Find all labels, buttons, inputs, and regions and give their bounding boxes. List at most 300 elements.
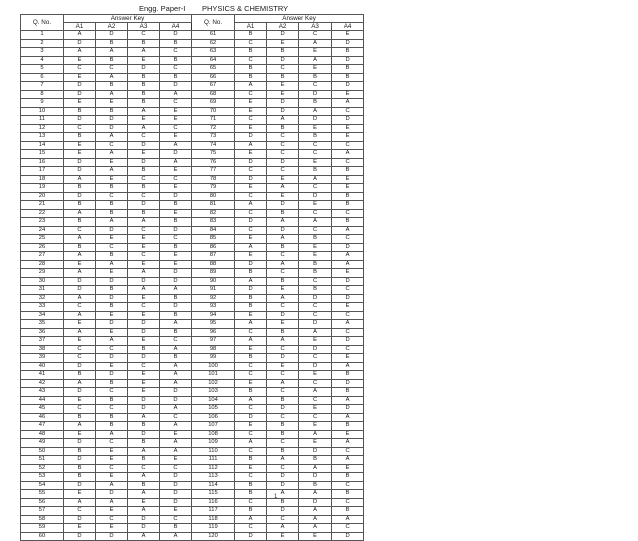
question-number: 74 — [192, 141, 235, 150]
answer-a4: B — [332, 201, 364, 210]
answer-a2: B — [96, 303, 128, 312]
answer-a1: B — [235, 48, 267, 57]
set-label-a4: A4 — [160, 23, 192, 31]
answer-a2: A — [267, 184, 299, 193]
question-number: 22 — [21, 209, 64, 218]
answer-a4: B — [332, 65, 364, 74]
answer-a1: C — [64, 405, 96, 414]
answer-a3: E — [128, 371, 160, 380]
answer-a3: D — [128, 354, 160, 363]
answer-a3: E — [299, 337, 332, 346]
answer-a4: E — [332, 354, 364, 363]
answer-a1: E — [64, 73, 96, 82]
table-row — [21, 226, 364, 235]
answer-a1: A — [235, 320, 267, 329]
answer-a4: A — [160, 422, 192, 431]
table-row — [21, 439, 364, 448]
answer-a1: E — [64, 490, 96, 499]
answer-a2: A — [96, 73, 128, 82]
answer-a4: C — [332, 328, 364, 337]
table-row — [21, 405, 364, 414]
answer-a2: B — [96, 396, 128, 405]
answer-a2: E — [96, 456, 128, 465]
answer-a4: C — [160, 337, 192, 346]
answer-a1: C — [235, 524, 267, 533]
answer-a3: C — [128, 133, 160, 142]
question-number: 44 — [21, 396, 64, 405]
answer-a2: B — [267, 243, 299, 252]
answer-a2: E — [96, 175, 128, 184]
answer-a2: D — [267, 481, 299, 490]
answer-a3: C — [128, 464, 160, 473]
answer-a2: D — [267, 354, 299, 363]
question-number: 91 — [192, 286, 235, 295]
question-number: 23 — [21, 218, 64, 227]
answer-a1: A — [64, 252, 96, 261]
answer-a2: D — [96, 354, 128, 363]
answer-a3: D — [128, 320, 160, 329]
question-number: 68 — [192, 90, 235, 99]
answer-a2: B — [267, 73, 299, 82]
table-row — [21, 31, 364, 40]
question-number: 70 — [192, 107, 235, 116]
answer-a3: D — [299, 473, 332, 482]
answer-a2: E — [96, 235, 128, 244]
answer-a3: A — [299, 524, 332, 533]
answer-a1: E — [235, 345, 267, 354]
question-number: 72 — [192, 124, 235, 133]
answer-a3: D — [128, 396, 160, 405]
answer-a4: A — [160, 379, 192, 388]
answer-a4: A — [332, 396, 364, 405]
answer-a4: E — [160, 209, 192, 218]
answer-a1: A — [235, 277, 267, 286]
question-number: 43 — [21, 388, 64, 397]
answer-a3: E — [299, 124, 332, 133]
answer-a1: D — [64, 90, 96, 99]
answer-a1: E — [235, 464, 267, 473]
answer-a1: D — [235, 133, 267, 142]
question-number: 20 — [21, 192, 64, 201]
answer-a3: C — [299, 277, 332, 286]
answer-a2: B — [96, 107, 128, 116]
question-number: 14 — [21, 141, 64, 150]
answer-a1: B — [235, 294, 267, 303]
table-row — [21, 507, 364, 516]
question-number: 59 — [21, 524, 64, 533]
answer-a4: D — [160, 388, 192, 397]
question-number: 97 — [192, 337, 235, 346]
answer-a2: B — [96, 252, 128, 261]
question-number: 99 — [192, 354, 235, 363]
answer-a2: C — [267, 141, 299, 150]
answer-a3: A — [299, 39, 332, 48]
set-label-a3: A3 — [128, 23, 160, 31]
question-number: 109 — [192, 439, 235, 448]
question-number: 11 — [21, 116, 64, 125]
answer-a2: D — [267, 473, 299, 482]
table-row — [21, 56, 364, 65]
answer-a1: E — [235, 235, 267, 244]
question-number: 16 — [21, 158, 64, 167]
answer-a3: A — [299, 507, 332, 516]
answer-a1: D — [64, 481, 96, 490]
answer-a1: C — [64, 226, 96, 235]
answer-a1: B — [235, 507, 267, 516]
answer-a2: D — [96, 31, 128, 40]
answer-a1: B — [64, 107, 96, 116]
answer-a3: D — [128, 430, 160, 439]
answer-a1: B — [64, 464, 96, 473]
answer-a3: B — [299, 456, 332, 465]
question-number: 112 — [192, 464, 235, 473]
answer-a4: B — [332, 167, 364, 176]
question-number: 41 — [21, 371, 64, 380]
answer-a4: E — [160, 252, 192, 261]
answer-a4: E — [332, 464, 364, 473]
answer-a2: D — [267, 158, 299, 167]
table-row — [21, 320, 364, 329]
answer-a3: C — [299, 226, 332, 235]
answer-a2: E — [267, 362, 299, 371]
answer-a4: D — [160, 277, 192, 286]
answer-a1: B — [235, 269, 267, 278]
answer-a1: A — [64, 328, 96, 337]
answer-a3: C — [299, 413, 332, 422]
answer-a4: C — [332, 447, 364, 456]
answer-a4: B — [160, 39, 192, 48]
answer-a2: B — [267, 447, 299, 456]
question-number: 38 — [21, 345, 64, 354]
answer-a2: C — [96, 65, 128, 74]
answer-a4: C — [160, 175, 192, 184]
question-number: 1 — [21, 31, 64, 40]
table-row — [21, 39, 364, 48]
question-number: 79 — [192, 184, 235, 193]
answer-a1: A — [235, 141, 267, 150]
table-row — [21, 311, 364, 320]
answer-a2: B — [96, 209, 128, 218]
answer-a3: D — [299, 90, 332, 99]
answer-a4: A — [332, 439, 364, 448]
answer-a2: A — [267, 490, 299, 499]
answer-a4: C — [160, 515, 192, 524]
answer-a4: B — [160, 201, 192, 210]
answer-a2: B — [267, 396, 299, 405]
answer-a3: B — [128, 439, 160, 448]
answer-a2: A — [96, 133, 128, 142]
question-number: 56 — [21, 498, 64, 507]
question-number: 21 — [21, 201, 64, 210]
answer-a3: B — [128, 184, 160, 193]
question-number: 34 — [21, 311, 64, 320]
answer-a1: E — [64, 396, 96, 405]
answer-a4: C — [332, 235, 364, 244]
answer-a1: C — [235, 473, 267, 482]
answer-a4: A — [332, 260, 364, 269]
answer-a2: B — [267, 422, 299, 431]
answer-a2: A — [96, 90, 128, 99]
answer-a1: C — [64, 65, 96, 74]
question-number: 8 — [21, 90, 64, 99]
answer-a2: B — [96, 413, 128, 422]
answer-a3: B — [299, 260, 332, 269]
question-number: 7 — [21, 82, 64, 91]
question-number: 89 — [192, 269, 235, 278]
answer-a2: C — [267, 388, 299, 397]
answer-a1: E — [235, 99, 267, 108]
answer-a2: A — [96, 218, 128, 227]
answer-a1: C — [64, 303, 96, 312]
answer-a3: B — [128, 90, 160, 99]
subject-name: PHYSICS & CHEMISTRY — [202, 4, 289, 13]
answer-a1: B — [64, 201, 96, 210]
answer-a1: A — [235, 439, 267, 448]
answer-a4: E — [332, 31, 364, 40]
answer-a3: C — [128, 226, 160, 235]
answer-a3: D — [299, 447, 332, 456]
answer-a1: E — [235, 422, 267, 431]
answer-a1: B — [64, 133, 96, 142]
answer-a1: E — [64, 524, 96, 533]
question-number: 17 — [21, 167, 64, 176]
answer-a2: D — [96, 226, 128, 235]
answer-a4: A — [332, 456, 364, 465]
answer-a1: B — [235, 31, 267, 40]
answer-a3: C — [128, 362, 160, 371]
answer-a1: C — [235, 447, 267, 456]
table-row — [21, 133, 364, 142]
answer-a1: C — [235, 328, 267, 337]
answer-a4: D — [332, 405, 364, 414]
question-number: 86 — [192, 243, 235, 252]
question-number: 48 — [21, 430, 64, 439]
answer-a2: A — [267, 524, 299, 533]
answer-a4: C — [332, 524, 364, 533]
answer-a4: C — [160, 235, 192, 244]
answer-a2: E — [96, 524, 128, 533]
answer-a4: A — [160, 371, 192, 380]
question-number: 81 — [192, 201, 235, 210]
question-number: 2 — [21, 39, 64, 48]
question-number: 106 — [192, 413, 235, 422]
table-row — [21, 362, 364, 371]
answer-a1: B — [235, 73, 267, 82]
answer-a3: A — [299, 388, 332, 397]
question-number: 119 — [192, 524, 235, 533]
answer-a2: D — [96, 532, 128, 541]
question-number: 118 — [192, 515, 235, 524]
table-row — [21, 430, 364, 439]
answer-a1: B — [235, 65, 267, 74]
question-number: 5 — [21, 65, 64, 74]
answer-a2: B — [96, 184, 128, 193]
table-row — [21, 65, 364, 74]
answer-a3: E — [299, 405, 332, 414]
answer-a3: C — [299, 82, 332, 91]
answer-a3: D — [299, 192, 332, 201]
answer-a2: E — [96, 311, 128, 320]
answer-a2: A — [96, 337, 128, 346]
answer-a3: E — [299, 201, 332, 210]
paper-name: Engg. Paper-I — [139, 4, 186, 13]
answer-a4: B — [332, 507, 364, 516]
table-row — [21, 473, 364, 482]
answer-a2: C — [267, 133, 299, 142]
answer-a3: C — [299, 303, 332, 312]
question-number: 83 — [192, 218, 235, 227]
answer-a1: E — [235, 150, 267, 159]
question-number: 4 — [21, 56, 64, 65]
answer-a1: C — [235, 226, 267, 235]
answer-a4: C — [332, 107, 364, 116]
answer-a3: E — [299, 532, 332, 541]
answer-a4: D — [160, 396, 192, 405]
answer-a4: D — [160, 481, 192, 490]
answer-a4: E — [160, 116, 192, 125]
answer-a2: E — [267, 320, 299, 329]
table-row — [21, 371, 364, 380]
answer-a4: D — [332, 294, 364, 303]
question-number: 3 — [21, 48, 64, 57]
answer-a1: E — [64, 320, 96, 329]
answer-a4: B — [332, 48, 364, 57]
answer-a2: C — [96, 243, 128, 252]
answer-a1: A — [64, 209, 96, 218]
answer-a1: A — [64, 235, 96, 244]
table-row — [21, 158, 364, 167]
answer-a1: C — [235, 192, 267, 201]
answer-a3: A — [128, 413, 160, 422]
answer-a1: E — [64, 56, 96, 65]
table-row — [21, 515, 364, 524]
question-number: 32 — [21, 294, 64, 303]
answer-a1: D — [64, 532, 96, 541]
table-row — [21, 447, 364, 456]
page-mark: 1 — [274, 494, 278, 500]
answer-a1: B — [64, 413, 96, 422]
answer-a1: A — [64, 269, 96, 278]
question-number: 77 — [192, 167, 235, 176]
answer-a2: B — [267, 328, 299, 337]
answer-a4: C — [160, 124, 192, 133]
answer-a2: B — [267, 124, 299, 133]
answer-a2: B — [96, 39, 128, 48]
table-row — [21, 286, 364, 295]
question-number: 73 — [192, 133, 235, 142]
answer-a1: C — [235, 362, 267, 371]
answer-a4: E — [332, 430, 364, 439]
table-row — [21, 481, 364, 490]
question-number: 92 — [192, 294, 235, 303]
answer-a3: D — [299, 498, 332, 507]
answer-a3: A — [299, 328, 332, 337]
answer-a1: A — [64, 294, 96, 303]
question-number: 80 — [192, 192, 235, 201]
question-number: 31 — [21, 286, 64, 295]
answer-a4: D — [332, 56, 364, 65]
question-number: 49 — [21, 439, 64, 448]
answer-a3: E — [299, 243, 332, 252]
answer-a3: C — [299, 354, 332, 363]
answer-a3: D — [128, 141, 160, 150]
answer-a3: D — [128, 524, 160, 533]
answer-a1: D — [235, 175, 267, 184]
answer-a3: D — [128, 65, 160, 74]
table-row — [21, 48, 364, 57]
answer-a2: C — [267, 167, 299, 176]
answer-a3: B — [299, 73, 332, 82]
answer-a3: E — [299, 65, 332, 74]
question-number: 37 — [21, 337, 64, 346]
answer-a3: B — [128, 481, 160, 490]
answer-a2: D — [96, 371, 128, 380]
answer-a1: E — [235, 107, 267, 116]
answer-a4: D — [160, 31, 192, 40]
answer-a4: D — [160, 150, 192, 159]
question-number: 120 — [192, 532, 235, 541]
answer-a1: E — [64, 430, 96, 439]
question-number: 65 — [192, 65, 235, 74]
answer-a1: D — [64, 515, 96, 524]
answer-a4: E — [160, 260, 192, 269]
answer-a1: E — [235, 379, 267, 388]
answer-a1: A — [235, 201, 267, 210]
answer-a4: E — [160, 167, 192, 176]
answer-a1: C — [64, 124, 96, 133]
answer-a4: E — [332, 124, 364, 133]
answer-a3: C — [128, 303, 160, 312]
question-number: 107 — [192, 422, 235, 431]
answer-a3: A — [128, 218, 160, 227]
answer-a3: E — [299, 48, 332, 57]
answer-a3: C — [299, 184, 332, 193]
answer-a4: E — [332, 133, 364, 142]
answer-a4: D — [160, 498, 192, 507]
answer-a3: E — [299, 371, 332, 380]
answer-a2: E — [96, 99, 128, 108]
answer-a2: E — [96, 328, 128, 337]
answer-a4: A — [160, 447, 192, 456]
answer-a2: A — [96, 150, 128, 159]
question-number: 69 — [192, 99, 235, 108]
answer-a4: A — [332, 320, 364, 329]
answer-a3: E — [128, 56, 160, 65]
question-number: 115 — [192, 490, 235, 499]
answer-a4: D — [160, 82, 192, 91]
answer-a3: E — [128, 116, 160, 125]
answer-key-body — [21, 31, 364, 541]
question-number: 39 — [21, 354, 64, 363]
answer-a2: D — [96, 116, 128, 125]
answer-a2: A — [96, 167, 128, 176]
question-number: 42 — [21, 379, 64, 388]
question-number: 96 — [192, 328, 235, 337]
answer-a1: E — [64, 150, 96, 159]
question-number: 35 — [21, 320, 64, 329]
answer-a4: B — [160, 243, 192, 252]
answer-a3: B — [299, 481, 332, 490]
answer-a3: A — [299, 464, 332, 473]
answer-a4: E — [332, 269, 364, 278]
answer-a2: B — [267, 277, 299, 286]
answer-a3: B — [299, 133, 332, 142]
answer-a4: B — [160, 73, 192, 82]
table-row — [21, 532, 364, 541]
question-number: 57 — [21, 507, 64, 516]
question-number: 53 — [21, 473, 64, 482]
answer-a4: D — [332, 337, 364, 346]
